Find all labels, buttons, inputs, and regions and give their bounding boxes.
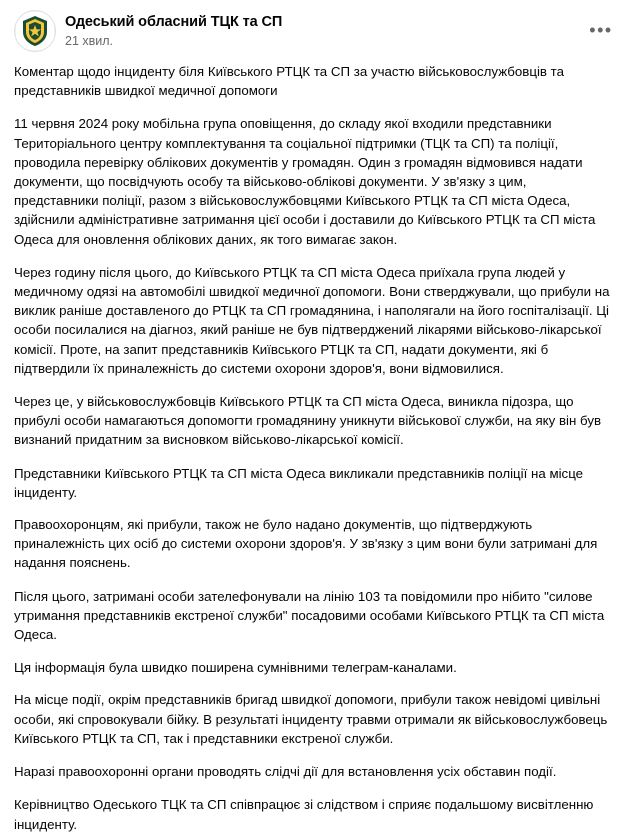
post-header — [14, 10, 617, 52]
post-body — [14, 62, 617, 834]
post-paragraph: Наразі правоохоронні органи проводять слідчі дії для встановлення усіх обставин події. — [14, 764, 557, 780]
page-name[interactable]: Одеський обласний ТЦК та СП — [65, 14, 283, 30]
post-paragraph: 11 червня 2024 року мобільна група оповіщення, до складу якої входили представники Територіального центру комплектування та соціальної підтримки (ТЦК та СП) та поліції, проводила перевірку облікових документів у громадян. Один з громадян відмовився надати документи, що посвідчують особу та військово-облікові документи. У зв'язку з цим, представники поліції, разом з військовослужбовцями Київського РТЦК та СП міста Одеса, здійснили адміністративне затримання цієї особи і доставили до Київського РТЦК та СП міста Одеса для оновлення облікових даних, як того вимагає закон. — [14, 116, 596, 247]
post-paragraph: Ця інформація була швидко поширена сумнівними телеграм-каналами. — [14, 660, 457, 676]
avatar[interactable] — [14, 10, 56, 52]
shield-emblem-icon — [16, 12, 54, 50]
post-timestamp[interactable]: 21 хвил. — [65, 34, 114, 48]
post-meta — [65, 34, 282, 49]
more-options-icon[interactable]: ••• — [589, 20, 613, 40]
post-paragraph: Коментар щодо інциденту біля Київського РТЦК та СП за участю військовослужбовців та представників швидкої медичної допомоги — [14, 64, 564, 99]
post-paragraph: Через годину після цього, до Київського РТЦК та СП міста Одеса приїхала група людей у медичному одязі на автомобілі швидкої медичної допомоги. Вони стверджували, що прибули на виклик раніше доставленого до РТЦК та СП громадянина, і наполягали на його госпіталізації. Ці особи посилалися на діагноз, який раніше не був підтверджений лікарями військово-лікарської комісії. Проте, на запит представників Київського РТЦК та СП, надати документи, які б підтвердили їх приналежність до системи охорони здоров'я, вони відмовилися. — [14, 264, 610, 376]
post-paragraph: На місце події, окрім представників бригад швидкої допомоги, прибули також невідомі цивільні особи, які спровокували бійку. В результаті інциденту травми отримали як військовослужбовець Київського РТЦК та СП, так і представники екстреної служби. — [14, 692, 608, 746]
post-paragraph: Через це, у військовослужбовців Київського РТЦК та СП міста Одеса, виникла підозра, що прибулі особи намагаються допомогти громадянину уникнути військової служби, на яку він був визнаний придатним за висновком військово-лікарської комісії. — [14, 394, 602, 448]
post-paragraph: Представники Київського РТЦК та СП міста Одеса викликали представників поліції на місце інциденту. — [14, 465, 584, 500]
post-paragraph: Керівництво Одеського ТЦК та СП співпрацює зі слідством і сприяє подальшому висвітленню інциденту. — [14, 797, 594, 832]
post-header-text — [65, 10, 282, 51]
post-paragraph: Після цього, затримані особи зателефонували на лінію 103 та повідомили про нібито "силове утримання представників екстреної служби" посадовими особами Київського РТЦК та СП міста Одеса. — [14, 588, 605, 643]
post-paragraph: Правоохоронцям, які прибули, також не було надано документів, що підтверджують приналежність цих осіб до системи охорони здоров'я. У зв'язку з цим вони були затримані для надання пояснень. — [14, 517, 598, 571]
